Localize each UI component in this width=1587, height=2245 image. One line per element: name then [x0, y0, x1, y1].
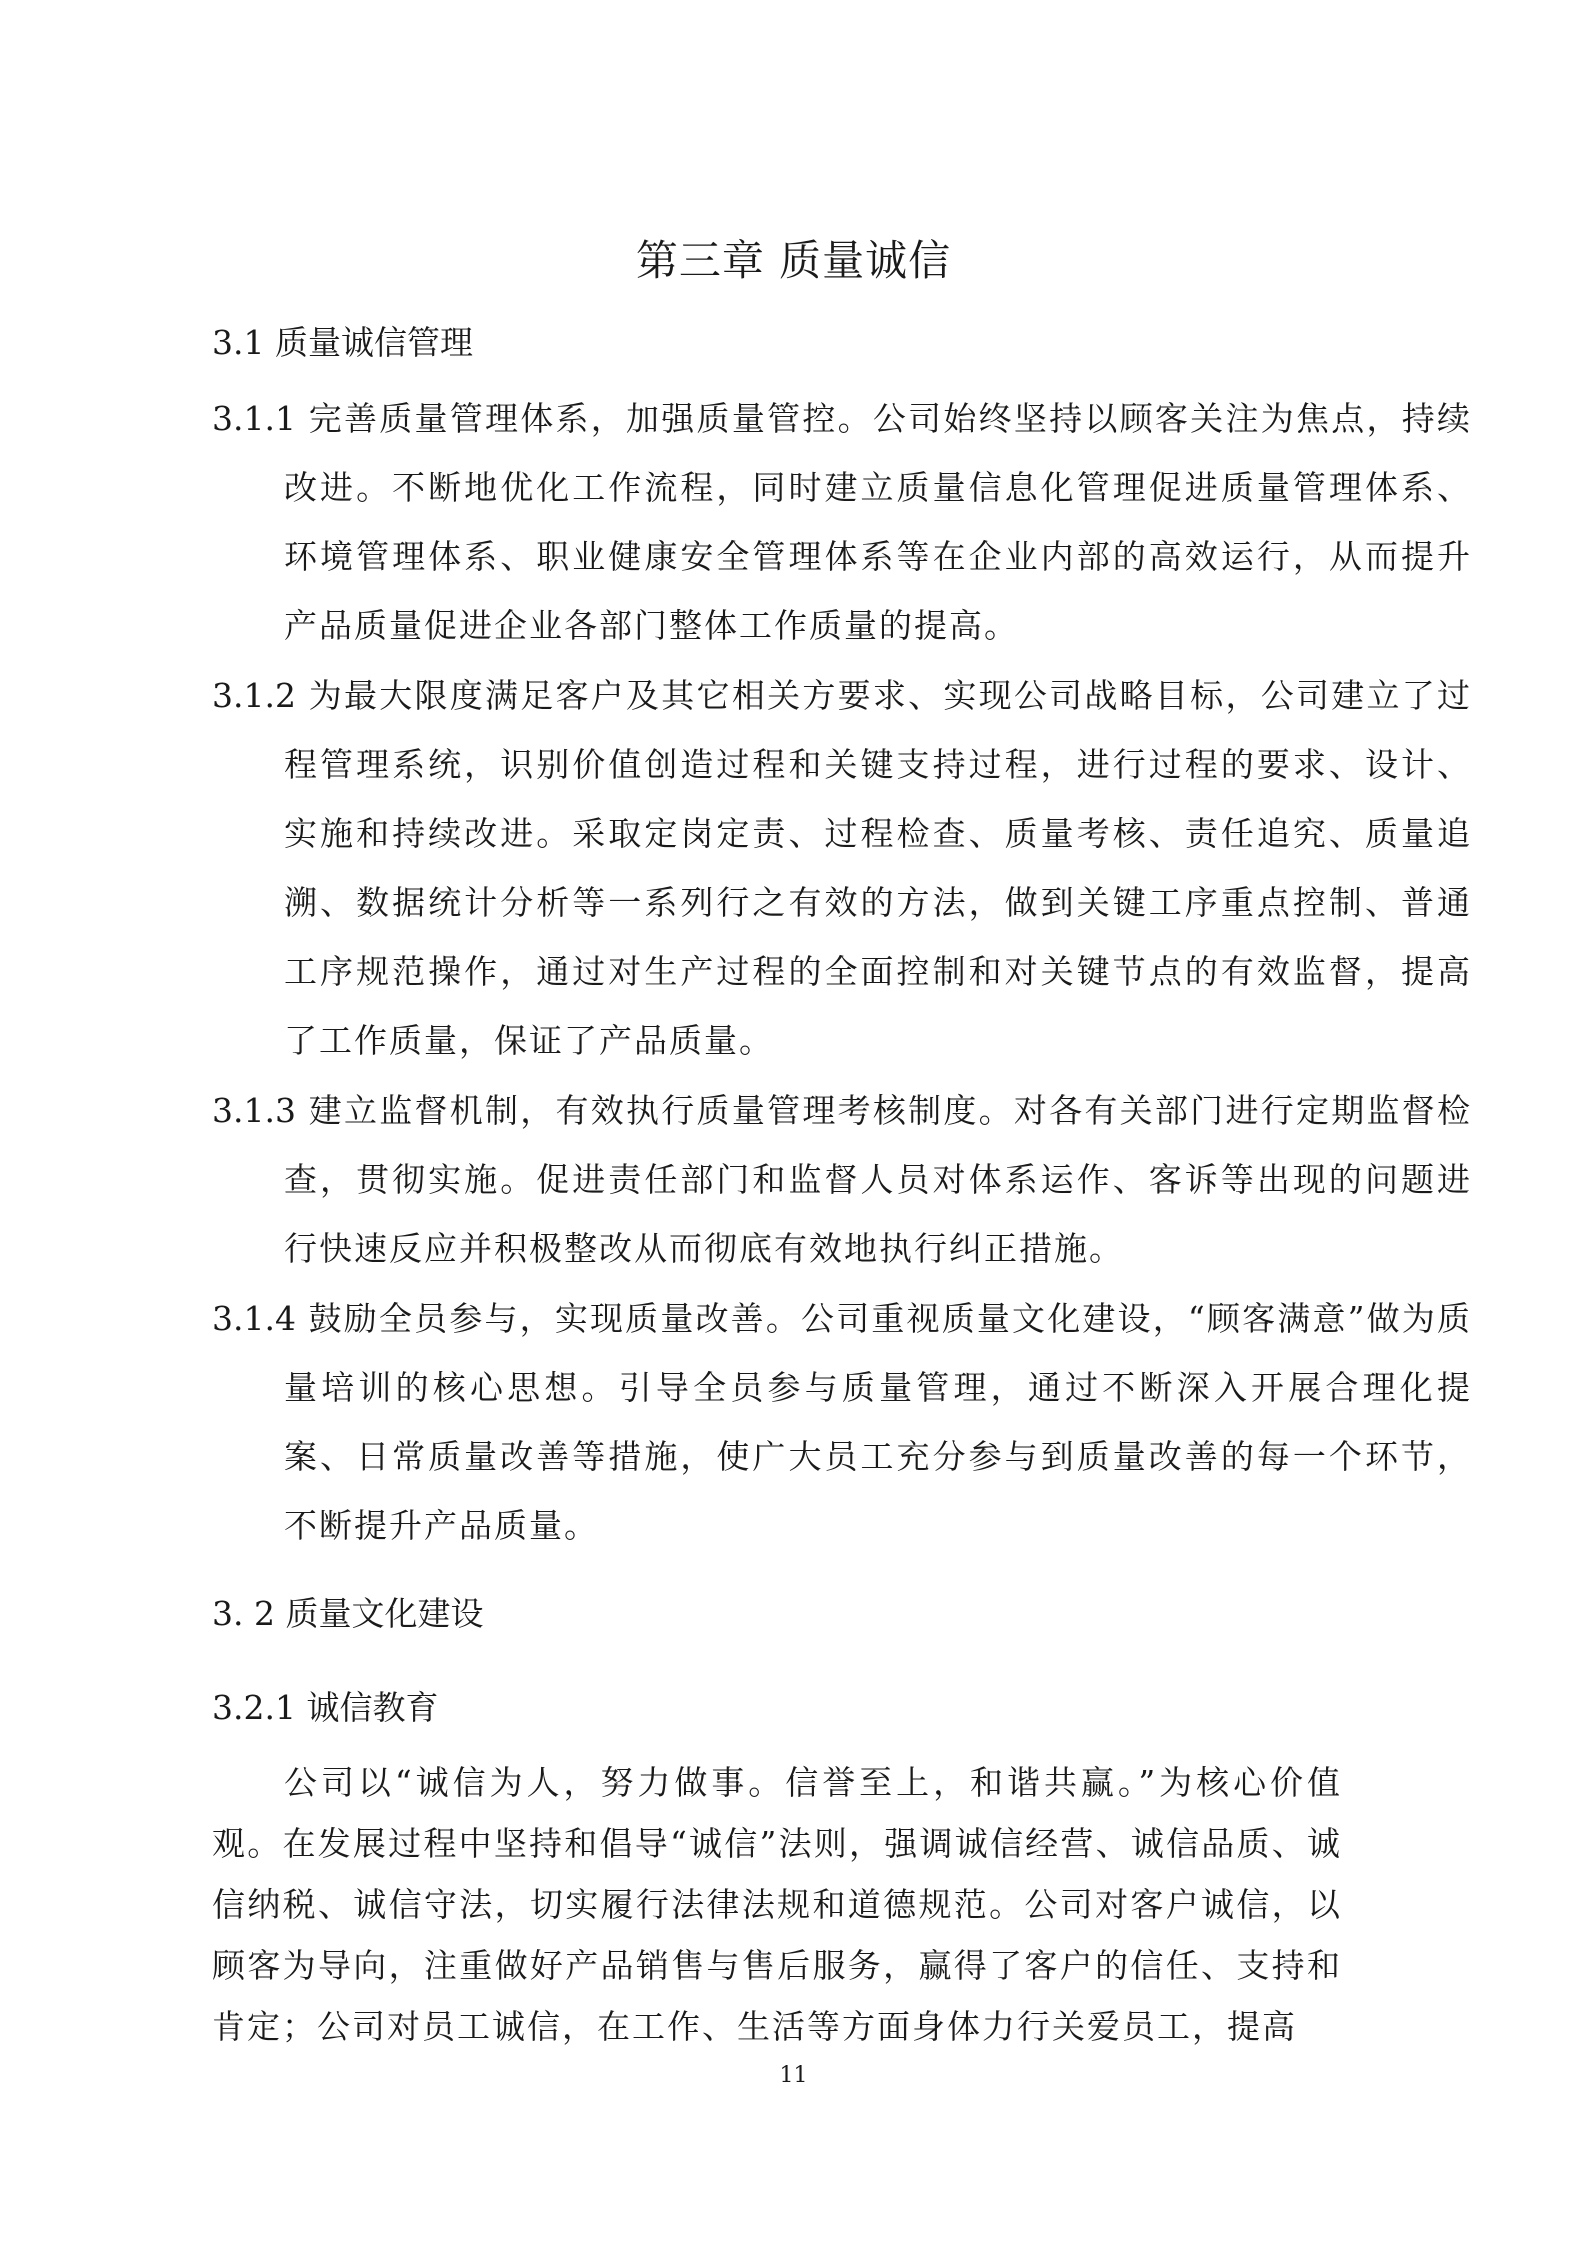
clause-text: 为最大限度满足客户及其它相关方要求、实现公司战略目标，公司建立了过程管理系统，识别价值创造过程和关键支持过程，进行过程的要求、设计、实施和持续改进。采取定岗定责、过程检查、质量考核、责任追究、质量追溯、数据统计分析等一系列行之有效的方法，做到关键工序重点控制、普通工序规范操作，通过对生产过程的全面控制和对关键节点的有效监督，提高了工作质量，保证了产品质量。 — [284, 676, 1472, 1060]
clause-3-1-4 — [212, 1284, 1472, 1560]
clause-3-1-3 — [212, 1076, 1472, 1283]
chapter-title: 第三章 质量诚信 — [635, 236, 952, 285]
clause-3-1-2 — [212, 661, 1472, 1075]
paragraph-integrity-education: 公司以“诚信为人，努力做事。信誉至上，和谐共赢。”为核心价值观。在发展过程中坚持和倡导“诚信”法则，强调诚信经营、诚信品质、诚信纳税、诚信守法，切实履行法律法规和道德规范。公司对客户诚信，以顾客为导向，注重做好产品销售与售后服务，赢得了客户的信任、支持和肯定；公司对员工诚信，在工作、生活等方面身体力行关爱员工，提高 — [212, 1763, 1342, 2046]
section-heading-3-2: 3. 2 质量文化建设 — [212, 1594, 484, 1633]
clause-3-1-1 — [212, 384, 1472, 660]
clause-number: 3.1.3 — [212, 1091, 296, 1130]
clause-text: 鼓励全员参与，实现质量改善。公司重视质量文化建设，“顾客满意”做为质量培训的核心思想。引导全员参与质量管理，通过不断深入开展合理化提案、日常质量改善等措施，使广大员工充分参与到质量改善的每一个环节，不断提升产品质量。 — [284, 1299, 1472, 1545]
clause-number: 3.1.2 — [212, 676, 296, 715]
clause-text: 完善质量管理体系，加强质量管控。公司始终坚持以顾客关注为焦点，持续改进。不断地优化工作流程，同时建立质量信息化管理促进质量管理体系、环境管理体系、职业健康安全管理体系等在企业内部的高效运行，从而提升产品质量促进企业各部门整体工作质量的提高。 — [284, 399, 1472, 645]
subsection-heading-3-2-1: 3.2.1 诚信教育 — [212, 1688, 439, 1727]
clause-text: 建立监督机制，有效执行质量管理考核制度。对各有关部门进行定期监督检查，贯彻实施。促进责任部门和监督人员对体系运作、客诉等出现的问题进行快速反应并积极整改从而彻底有效地执行纠正措施。 — [284, 1091, 1472, 1268]
section-heading-3-1: 3.1 质量诚信管理 — [212, 323, 473, 362]
clause-number: 3.1.1 — [212, 399, 296, 438]
page-number: 11 — [779, 2063, 808, 2088]
clause-number: 3.1.4 — [212, 1299, 296, 1338]
